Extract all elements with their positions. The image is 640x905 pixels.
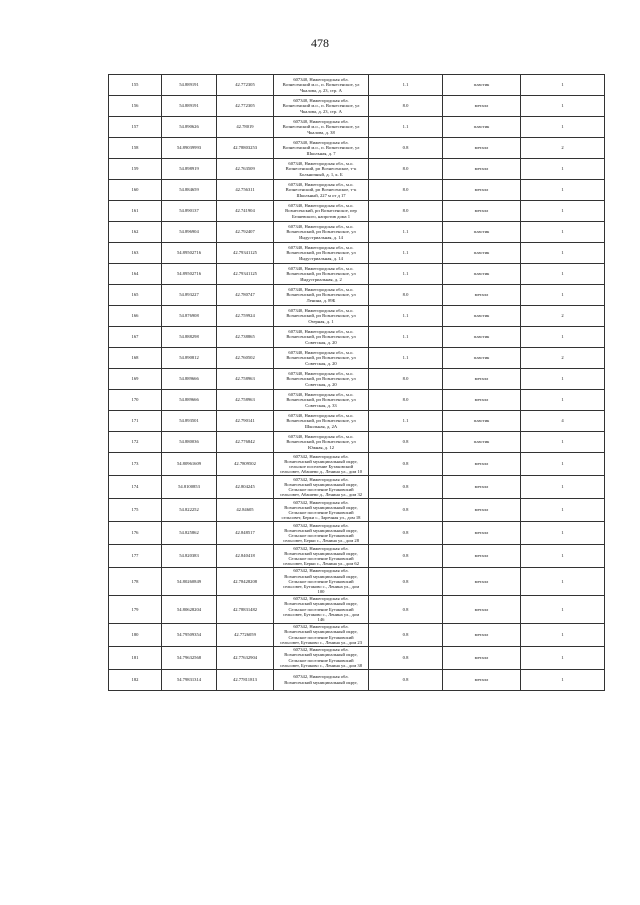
container-material-cell: металл bbox=[443, 201, 521, 222]
container-count-cell: 1 bbox=[521, 264, 605, 285]
row-number-cell: 179 bbox=[109, 595, 162, 623]
latitude-cell: 54.79831314 bbox=[162, 669, 217, 690]
table-row bbox=[109, 201, 605, 222]
latitude-cell: 54.889191 bbox=[162, 96, 217, 117]
address-cell: 607342, Нижегородская обл. Вознесенский муниципальный округ, Сельское поселение Бутаковский сельсовет, Бутаково с., Ленина ул., дом 38 bbox=[274, 646, 369, 669]
latitude-cell: 54.79509354 bbox=[162, 623, 217, 646]
latitude-cell: 54.825862 bbox=[162, 522, 217, 545]
container-count-cell: 1 bbox=[521, 180, 605, 201]
container-material-cell: пластик bbox=[443, 348, 521, 369]
longitude-cell: 42.7726059 bbox=[217, 623, 274, 646]
container-material-cell: металл bbox=[443, 138, 521, 159]
container-count-cell: 2 bbox=[521, 348, 605, 369]
container-material-cell: пластик bbox=[443, 264, 521, 285]
longitude-cell: 42.760502 bbox=[217, 348, 274, 369]
table-row bbox=[109, 75, 605, 96]
longitude-cell: 42.78803253 bbox=[217, 138, 274, 159]
container-volume-cell: 1.1 bbox=[369, 75, 443, 96]
address-cell: 607340, Нижегородская обл., м.о. Вознесенский, рп Вознесенское, ул Озерная, д. 1 bbox=[274, 306, 369, 327]
container-volume-cell: 1.1 bbox=[369, 222, 443, 243]
longitude-cell: 42.84605 bbox=[217, 499, 274, 522]
table-row bbox=[109, 243, 605, 264]
container-material-cell: металл bbox=[443, 159, 521, 180]
container-material-cell: пластик bbox=[443, 75, 521, 96]
longitude-cell: 42.758963 bbox=[217, 390, 274, 411]
container-material-cell: пластик bbox=[443, 432, 521, 453]
address-cell: 607340, Нижегородская обл., м.о. Вознесенский, рп Вознесенское, ул Советская, д. 33 bbox=[274, 390, 369, 411]
latitude-cell: 54.822252 bbox=[162, 499, 217, 522]
row-number-cell: 169 bbox=[109, 369, 162, 390]
row-number-cell: 158 bbox=[109, 138, 162, 159]
latitude-cell: 54.889191 bbox=[162, 75, 217, 96]
latitude-cell: 54.89039993 bbox=[162, 138, 217, 159]
latitude-cell: 54.890626 bbox=[162, 117, 217, 138]
address-cell: 607342, Нижегородская обл. Вознесенский муниципальный округ, bbox=[274, 669, 369, 690]
latitude-cell: 54.80628204 bbox=[162, 595, 217, 623]
container-material-cell: металл bbox=[443, 623, 521, 646]
container-material-cell: пластик bbox=[443, 243, 521, 264]
table-row bbox=[109, 117, 605, 138]
table-row bbox=[109, 545, 605, 568]
container-count-cell: 1 bbox=[521, 201, 605, 222]
row-number-cell: 166 bbox=[109, 306, 162, 327]
address-cell: 607340, Нижегородская обл. Вознесенский м.о., п. Вознесенское, ул Школьная, д. 7 bbox=[274, 138, 369, 159]
table-row bbox=[109, 476, 605, 499]
latitude-cell: 54.89502716 bbox=[162, 264, 217, 285]
container-material-cell: металл bbox=[443, 545, 521, 568]
address-cell: 607340, Нижегородская обл., м.о. Вознесенский, рп Вознесенское, ул Индустриальная, д. 14 bbox=[274, 222, 369, 243]
container-volume-cell: 8.0 bbox=[369, 285, 443, 306]
container-count-cell: 2 bbox=[521, 306, 605, 327]
container-count-cell: 4 bbox=[521, 411, 605, 432]
table-row bbox=[109, 327, 605, 348]
address-cell: 607340, Нижегородская обл., м.о. Вознесенский, рп Вознесенское, ул Индустриальная, д. 14 bbox=[274, 243, 369, 264]
container-count-cell: 1 bbox=[521, 285, 605, 306]
container-count-cell: 1 bbox=[521, 669, 605, 690]
table-row bbox=[109, 623, 605, 646]
table-row bbox=[109, 646, 605, 669]
address-cell: 607340, Нижегородская обл., м.о. Вознесенский, рп Вознесенское, ул Школьная, д. 2А bbox=[274, 411, 369, 432]
address-cell: 607342, Нижегородская обл. Вознесенский муниципальный округ, сельское поселение Бутаковский сельсовет, Абашево д., Ленина ул., дом 10 bbox=[274, 453, 369, 476]
longitude-cell: 42.7809502 bbox=[217, 453, 274, 476]
address-cell: 607340, Нижегородская обл., м.о. Вознесенский, рп Вознесенское, ул Советская, д. 20 bbox=[274, 327, 369, 348]
container-material-cell: металл bbox=[443, 522, 521, 545]
address-cell: 607342, Нижегородская обл. Вознесенский муниципальный округ, Сельское поселение Бутаковский сельсовет, Бутаково с., Ленина ул., дом 100 bbox=[274, 568, 369, 596]
row-number-cell: 167 bbox=[109, 327, 162, 348]
table-row bbox=[109, 222, 605, 243]
container-count-cell: 1 bbox=[521, 595, 605, 623]
container-sites-table bbox=[108, 74, 605, 691]
address-cell: 607340, Нижегородская обл. Вознесенский м.о., п. Вознесенское, ул Чкалова, д. 38 bbox=[274, 117, 369, 138]
table-row bbox=[109, 159, 605, 180]
longitude-cell: 42.78428208 bbox=[217, 568, 274, 596]
longitude-cell: 42.79341125 bbox=[217, 264, 274, 285]
container-material-cell: пластик bbox=[443, 411, 521, 432]
row-number-cell: 171 bbox=[109, 411, 162, 432]
address-cell: 607340, Нижегородская обл., м.о. Вознесенский, рп Вознесенское, т-к Школьный, 227 м от д 17 bbox=[274, 180, 369, 201]
container-material-cell: металл bbox=[443, 595, 521, 623]
container-material-cell: пластик bbox=[443, 306, 521, 327]
container-material-cell: пластик bbox=[443, 117, 521, 138]
address-cell: 607342, Нижегородская обл. Вознесенский муниципальный округ, Сельское поселение Бутаковский сельсовет, Берки с., Заречная ул., дом 18 bbox=[274, 499, 369, 522]
container-count-cell: 1 bbox=[521, 453, 605, 476]
longitude-cell: 42.780747 bbox=[217, 285, 274, 306]
page-number: 478 bbox=[311, 36, 329, 50]
table-row bbox=[109, 180, 605, 201]
container-material-cell: металл bbox=[443, 390, 521, 411]
container-material-cell: металл bbox=[443, 646, 521, 669]
row-number-cell: 157 bbox=[109, 117, 162, 138]
latitude-cell: 54.889666 bbox=[162, 369, 217, 390]
container-count-cell: 2 bbox=[521, 138, 605, 159]
container-volume-cell: 8.0 bbox=[369, 159, 443, 180]
row-number-cell: 178 bbox=[109, 568, 162, 596]
row-number-cell: 180 bbox=[109, 623, 162, 646]
table-row bbox=[109, 411, 605, 432]
container-count-cell: 1 bbox=[521, 327, 605, 348]
container-volume-cell: 1.1 bbox=[369, 411, 443, 432]
container-count-cell: 1 bbox=[521, 243, 605, 264]
container-count-cell: 1 bbox=[521, 476, 605, 499]
table-row bbox=[109, 306, 605, 327]
container-volume-cell: 0.8 bbox=[369, 453, 443, 476]
latitude-cell: 54.80260849 bbox=[162, 568, 217, 596]
container-material-cell: металл bbox=[443, 180, 521, 201]
latitude-cell: 54.89502716 bbox=[162, 243, 217, 264]
container-volume-cell: 0.8 bbox=[369, 499, 443, 522]
address-cell: 607340, Нижегородская обл. Вознесенский м.о., п. Вознесенское, ул Чкалова, д. 23, стр. А bbox=[274, 96, 369, 117]
longitude-cell: 42.79341125 bbox=[217, 243, 274, 264]
container-volume-cell: 8.0 bbox=[369, 201, 443, 222]
longitude-cell: 42.763509 bbox=[217, 159, 274, 180]
latitude-cell: 54.896904 bbox=[162, 222, 217, 243]
latitude-cell: 54.893227 bbox=[162, 285, 217, 306]
container-volume-cell: 0.8 bbox=[369, 595, 443, 623]
container-count-cell: 1 bbox=[521, 568, 605, 596]
latitude-cell: 54.79632568 bbox=[162, 646, 217, 669]
row-number-cell: 161 bbox=[109, 201, 162, 222]
container-count-cell: 1 bbox=[521, 623, 605, 646]
longitude-cell: 42.78019 bbox=[217, 117, 274, 138]
container-material-cell: пластик bbox=[443, 222, 521, 243]
address-cell: 607340, Нижегородская обл., м.о. Вознесенский, рп Вознесенское, ул Южная, д. 12 bbox=[274, 432, 369, 453]
table-row bbox=[109, 499, 605, 522]
container-volume-cell: 1.1 bbox=[369, 327, 443, 348]
table-row bbox=[109, 264, 605, 285]
address-cell: 607342, Нижегородская обл. Вознесенский муниципальный округ, Сельское поселение Бутаковский сельсовет, Бутаково с., Ленина ул., дом 23 bbox=[274, 623, 369, 646]
row-number-cell: 177 bbox=[109, 545, 162, 568]
container-volume-cell: 8.0 bbox=[369, 369, 443, 390]
container-count-cell: 1 bbox=[521, 522, 605, 545]
container-volume-cell: 8.0 bbox=[369, 180, 443, 201]
row-number-cell: 162 bbox=[109, 222, 162, 243]
container-count-cell: 1 bbox=[521, 159, 605, 180]
row-number-cell: 181 bbox=[109, 646, 162, 669]
container-volume-cell: 1.1 bbox=[369, 117, 443, 138]
container-material-cell: металл bbox=[443, 669, 521, 690]
table-row bbox=[109, 285, 605, 306]
row-number-cell: 156 bbox=[109, 96, 162, 117]
longitude-cell: 42.756311 bbox=[217, 180, 274, 201]
container-material-cell: пластик bbox=[443, 327, 521, 348]
latitude-cell: 54.889666 bbox=[162, 390, 217, 411]
row-number-cell: 174 bbox=[109, 476, 162, 499]
table-row bbox=[109, 522, 605, 545]
longitude-cell: 42.804245 bbox=[217, 476, 274, 499]
table-row bbox=[109, 432, 605, 453]
table-row bbox=[109, 669, 605, 690]
container-count-cell: 1 bbox=[521, 369, 605, 390]
row-number-cell: 163 bbox=[109, 243, 162, 264]
container-count-cell: 1 bbox=[521, 432, 605, 453]
address-cell: 607340, Нижегородская обл., м.о. Вознесенский, рп Вознесенское, пер Беляевского, напротив дома 1 bbox=[274, 201, 369, 222]
latitude-cell: 54.884659 bbox=[162, 180, 217, 201]
container-volume-cell: 0.8 bbox=[369, 432, 443, 453]
container-material-cell: металл bbox=[443, 96, 521, 117]
container-volume-cell: 8.0 bbox=[369, 96, 443, 117]
container-material-cell: металл bbox=[443, 453, 521, 476]
row-number-cell: 159 bbox=[109, 159, 162, 180]
row-number-cell: 182 bbox=[109, 669, 162, 690]
longitude-cell: 42.792407 bbox=[217, 222, 274, 243]
container-count-cell: 1 bbox=[521, 75, 605, 96]
container-volume-cell: 0.8 bbox=[369, 646, 443, 669]
container-count-cell: 1 bbox=[521, 545, 605, 568]
table-row bbox=[109, 138, 605, 159]
row-number-cell: 168 bbox=[109, 348, 162, 369]
container-volume-cell: 0.8 bbox=[369, 623, 443, 646]
container-material-cell: металл bbox=[443, 285, 521, 306]
address-cell: 607340, Нижегородская обл., м.о. Вознесенский, рп Вознесенское, т-к Больничный, д. 1, к. Б bbox=[274, 159, 369, 180]
container-volume-cell: 0.8 bbox=[369, 138, 443, 159]
address-cell: 607340, Нижегородская обл., м.о. Вознесенский, рп Вознесенское, ул Ленина, д. 89Б bbox=[274, 285, 369, 306]
table-row bbox=[109, 568, 605, 596]
container-volume-cell: 1.1 bbox=[369, 348, 443, 369]
container-count-cell: 1 bbox=[521, 646, 605, 669]
latitude-cell: 54.893501 bbox=[162, 411, 217, 432]
container-volume-cell: 0.8 bbox=[369, 545, 443, 568]
latitude-cell: 54.8100853 bbox=[162, 476, 217, 499]
address-cell: 607340, Нижегородская обл. Вознесенский м.о., п. Вознесенское, ул Чкалова, д. 23, стр. А bbox=[274, 75, 369, 96]
container-volume-cell: 1.1 bbox=[369, 306, 443, 327]
row-number-cell: 160 bbox=[109, 180, 162, 201]
row-number-cell: 165 bbox=[109, 285, 162, 306]
container-volume-cell: 0.8 bbox=[369, 568, 443, 596]
table-row bbox=[109, 369, 605, 390]
container-volume-cell: 0.8 bbox=[369, 669, 443, 690]
container-count-cell: 1 bbox=[521, 117, 605, 138]
address-cell: 607340, Нижегородская обл., м.о. Вознесенский, рп Вознесенское, ул Советская, д. 20 bbox=[274, 369, 369, 390]
longitude-cell: 42.77811813 bbox=[217, 669, 274, 690]
longitude-cell: 42.741904 bbox=[217, 201, 274, 222]
longitude-cell: 42.758963 bbox=[217, 369, 274, 390]
address-cell: 607340, Нижегородская обл., м.о. Вознесенский, рп Вознесенское, ул Советская, д. 20 bbox=[274, 348, 369, 369]
longitude-cell: 42.77632904 bbox=[217, 646, 274, 669]
table-row bbox=[109, 390, 605, 411]
table-row bbox=[109, 96, 605, 117]
latitude-cell: 54.876908 bbox=[162, 306, 217, 327]
latitude-cell: 54.80961609 bbox=[162, 453, 217, 476]
longitude-cell: 42.78831482 bbox=[217, 595, 274, 623]
latitude-cell: 54.820383 bbox=[162, 545, 217, 568]
address-cell: 607342, Нижегородская обл. Вознесенский муниципальный округ, Сельское поселение Бутаковский сельсовет, Берки с., Ленина ул., дом 28 bbox=[274, 522, 369, 545]
container-count-cell: 1 bbox=[521, 222, 605, 243]
container-material-cell: металл bbox=[443, 568, 521, 596]
longitude-cell: 42.772305 bbox=[217, 75, 274, 96]
row-number-cell: 176 bbox=[109, 522, 162, 545]
row-number-cell: 170 bbox=[109, 390, 162, 411]
longitude-cell: 42.848517 bbox=[217, 522, 274, 545]
address-cell: 607342, Нижегородская обл. Вознесенский муниципальный округ, Сельское поселение Бутаковский сельсовет, Берки с., Ленина ул., дом 62 bbox=[274, 545, 369, 568]
table-body bbox=[109, 75, 605, 691]
longitude-cell: 42.776842 bbox=[217, 432, 274, 453]
row-number-cell: 164 bbox=[109, 264, 162, 285]
table-row bbox=[109, 348, 605, 369]
longitude-cell: 42.759924 bbox=[217, 306, 274, 327]
latitude-cell: 54.880036 bbox=[162, 432, 217, 453]
longitude-cell: 42.790141 bbox=[217, 411, 274, 432]
address-cell: 607342, Нижегородская обл. Вознесенский муниципальный округ, Сельское поселение Бутаковский сельсовет, Бутаково с., Ленина ул., дом 146 bbox=[274, 595, 369, 623]
longitude-cell: 42.772305 bbox=[217, 96, 274, 117]
container-volume-cell: 1.1 bbox=[369, 243, 443, 264]
container-count-cell: 1 bbox=[521, 96, 605, 117]
table-row bbox=[109, 453, 605, 476]
container-count-cell: 1 bbox=[521, 390, 605, 411]
row-number-cell: 172 bbox=[109, 432, 162, 453]
container-material-cell: металл bbox=[443, 499, 521, 522]
container-volume-cell: 8.0 bbox=[369, 390, 443, 411]
latitude-cell: 54.890812 bbox=[162, 348, 217, 369]
address-cell: 607342, Нижегородская обл. Вознесенский муниципальный округ, Сельское поселение Бутаковский сельсовет, Абашево д., Ленина ул., дом 32 bbox=[274, 476, 369, 499]
container-material-cell: металл bbox=[443, 476, 521, 499]
table-row bbox=[109, 595, 605, 623]
longitude-cell: 42.738865 bbox=[217, 327, 274, 348]
latitude-cell: 54.890137 bbox=[162, 201, 217, 222]
latitude-cell: 54.898919 bbox=[162, 159, 217, 180]
latitude-cell: 54.888298 bbox=[162, 327, 217, 348]
container-count-cell: 1 bbox=[521, 499, 605, 522]
row-number-cell: 155 bbox=[109, 75, 162, 96]
container-material-cell: металл bbox=[443, 369, 521, 390]
container-volume-cell: 0.8 bbox=[369, 476, 443, 499]
longitude-cell: 42.840418 bbox=[217, 545, 274, 568]
address-cell: 607340, Нижегородская обл., м.о. Вознесенский, рп Вознесенское, ул Индустриальная, д. 2 bbox=[274, 264, 369, 285]
row-number-cell: 173 bbox=[109, 453, 162, 476]
row-number-cell: 175 bbox=[109, 499, 162, 522]
container-volume-cell: 1.1 bbox=[369, 264, 443, 285]
container-volume-cell: 0.8 bbox=[369, 522, 443, 545]
